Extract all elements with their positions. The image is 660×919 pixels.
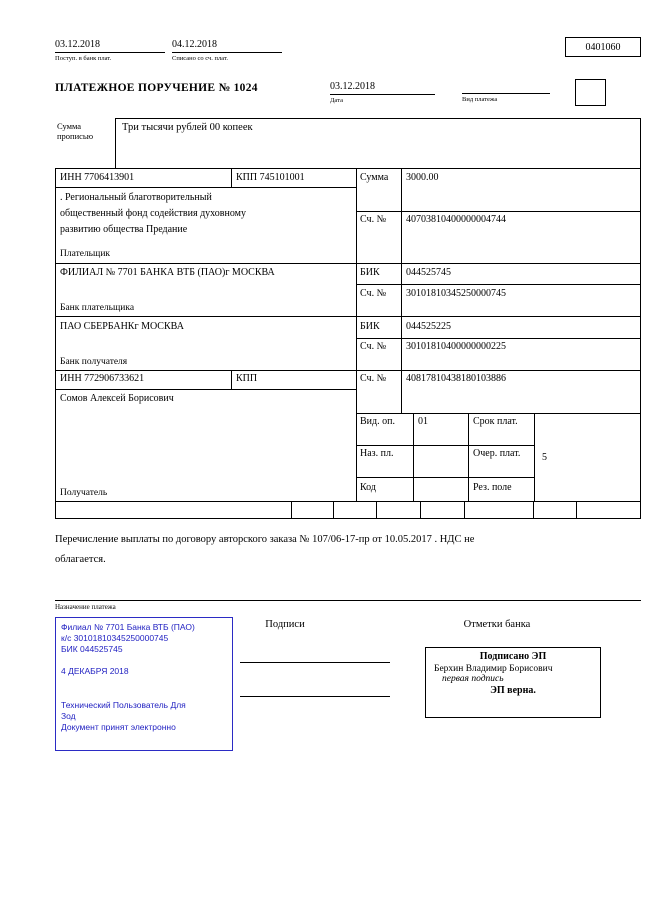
divider (356, 169, 357, 501)
payee-account: 40817810438180103886 (406, 373, 506, 384)
payee-bank-bik-label: БИК (360, 321, 380, 332)
amount-words-box (115, 118, 641, 169)
payer-kpp: КПП 745101001 (236, 172, 305, 183)
debited-date-field (172, 38, 282, 63)
stamp-line: Филиал № 7701 Банка ВТБ (ПАО) (61, 622, 195, 632)
form-code-box (565, 37, 641, 57)
divider (576, 501, 577, 518)
divider (56, 263, 640, 264)
reserve-field-label: Рез. поле (473, 482, 512, 493)
priority-value: 5 (542, 452, 547, 463)
debited-date-value: 04.12.2018 (172, 38, 282, 53)
divider (356, 211, 640, 212)
purpose-label: Назначение платежа (55, 603, 116, 611)
sum-label: Сумма (360, 172, 389, 183)
purpose-text-line: Перечисление выплаты по договору авторского заказа № 107/06-17-пр от 10.05.2017 . НДС не (55, 534, 475, 545)
payer-inn: ИНН 7706413901 (60, 172, 135, 183)
payer-name-line: развитию общества Предание (60, 224, 188, 235)
divider (420, 501, 421, 518)
op-kind-value: 01 (418, 416, 428, 427)
due-date-label: Срок плат. (473, 416, 518, 427)
divider (533, 501, 534, 518)
payment-kind-field (462, 80, 550, 104)
signature-line (240, 696, 390, 697)
payee-bank-name: ПАО СБЕРБАНКг МОСКВА (60, 321, 184, 332)
debited-date-label: Списано со сч. плат. (172, 55, 228, 62)
title-date-label: Дата (330, 97, 343, 104)
stamp-line: БИК 044525745 (61, 644, 123, 654)
divider (534, 413, 535, 501)
amount-words-value: Три тысячи рублей 00 копеек (122, 122, 253, 133)
title-date-field (330, 80, 435, 105)
payee-kpp-label: КПП (236, 373, 258, 384)
payee-account-label: Сч. № (360, 373, 387, 384)
payer-account: 40703810400000004744 (406, 214, 506, 225)
stamp-line: Технический Пользователь Для (61, 700, 186, 710)
purpose-section (55, 600, 641, 612)
title-date-value: 03.12.2018 (330, 80, 435, 95)
stamp-line: Зод (61, 711, 76, 721)
bank-marks-header: Отметки банка (463, 619, 531, 630)
signature-line (240, 662, 390, 663)
purpose-text-line: облагается. (55, 554, 106, 565)
status-code-box (575, 79, 606, 106)
payment-kind-label: Вид платежа (462, 96, 498, 103)
purpose-code-label: Наз. пл. (360, 448, 394, 459)
payer-bank-account: 30101810345250000745 (406, 288, 506, 299)
payment-kind-value (462, 80, 550, 94)
payer-name-line: . Региональный благотворительный (60, 192, 212, 203)
priority-label: Очер. плат. (473, 448, 521, 459)
divider (356, 338, 640, 339)
op-kind-label: Вид. оп. (360, 416, 395, 427)
divider (356, 413, 640, 414)
divider (401, 169, 402, 413)
payment-table (55, 168, 641, 519)
signatures-header: Подписи (265, 619, 305, 630)
divider (291, 501, 292, 518)
ep-note: первая подпись (442, 674, 504, 684)
payer-bank-name: ФИЛИАЛ № 7701 БАНКА ВТБ (ПАО)г МОСКВА (60, 267, 275, 278)
divider (356, 284, 640, 285)
payer-label: Плательщик (60, 249, 111, 259)
stamp-line: к/с 30101810345250000745 (61, 633, 169, 643)
document-title: ПЛАТЕЖНОЕ ПОРУЧЕНИЕ № 1024 (55, 82, 258, 94)
payer-name-line: общественный фонд содействия духовному (60, 208, 247, 219)
divider (333, 501, 334, 518)
payee-bank-bik: 044525225 (406, 321, 451, 332)
payee-inn: ИНН 772906733621 (60, 373, 145, 384)
received-date-value: 03.12.2018 (55, 38, 165, 53)
divider (231, 370, 232, 389)
divider (413, 413, 414, 501)
payee-name: Сомов Алексей Борисович (60, 393, 174, 404)
bank-stamp (55, 617, 233, 751)
payee-bank-account-label: Сч. № (360, 341, 387, 352)
sum-value: 3000.00 (406, 172, 439, 183)
payer-account-label: Сч. № (360, 214, 387, 225)
divider (56, 187, 356, 188)
divider (376, 501, 377, 518)
payer-bank-label: Банк плательщика (60, 303, 135, 313)
payee-bank-label: Банк получателя (60, 357, 128, 367)
divider (56, 370, 640, 371)
divider (231, 169, 232, 187)
ep-signer: Берхин Владимир Борисович (434, 664, 553, 674)
divider (356, 477, 534, 478)
received-date-field (55, 38, 165, 63)
amount-words-label: Сумма прописью (57, 121, 94, 141)
received-date-label: Поступ. в банк плат. (55, 55, 112, 62)
electronic-signature-box (425, 647, 601, 718)
payee-bank-account: 30101810400000000225 (406, 341, 506, 352)
divider (56, 389, 356, 390)
divider (56, 501, 640, 502)
payer-bank-account-label: Сч. № (360, 288, 387, 299)
divider (356, 445, 534, 446)
divider (56, 316, 640, 317)
divider (468, 413, 469, 501)
payee-label: Получатель (60, 488, 108, 498)
form-code: 0401060 (585, 41, 621, 53)
stamp-line: Документ принят электронно (61, 722, 176, 732)
divider (464, 501, 465, 518)
payer-bank-bik: 044525745 (406, 267, 451, 278)
ep-title: Подписано ЭП (479, 651, 547, 662)
payer-bank-bik-label: БИК (360, 267, 380, 278)
ep-verdict: ЭП верна. (490, 685, 536, 696)
code-label: Код (360, 482, 376, 493)
stamp-line: 4 ДЕКАБРЯ 2018 (61, 666, 129, 676)
